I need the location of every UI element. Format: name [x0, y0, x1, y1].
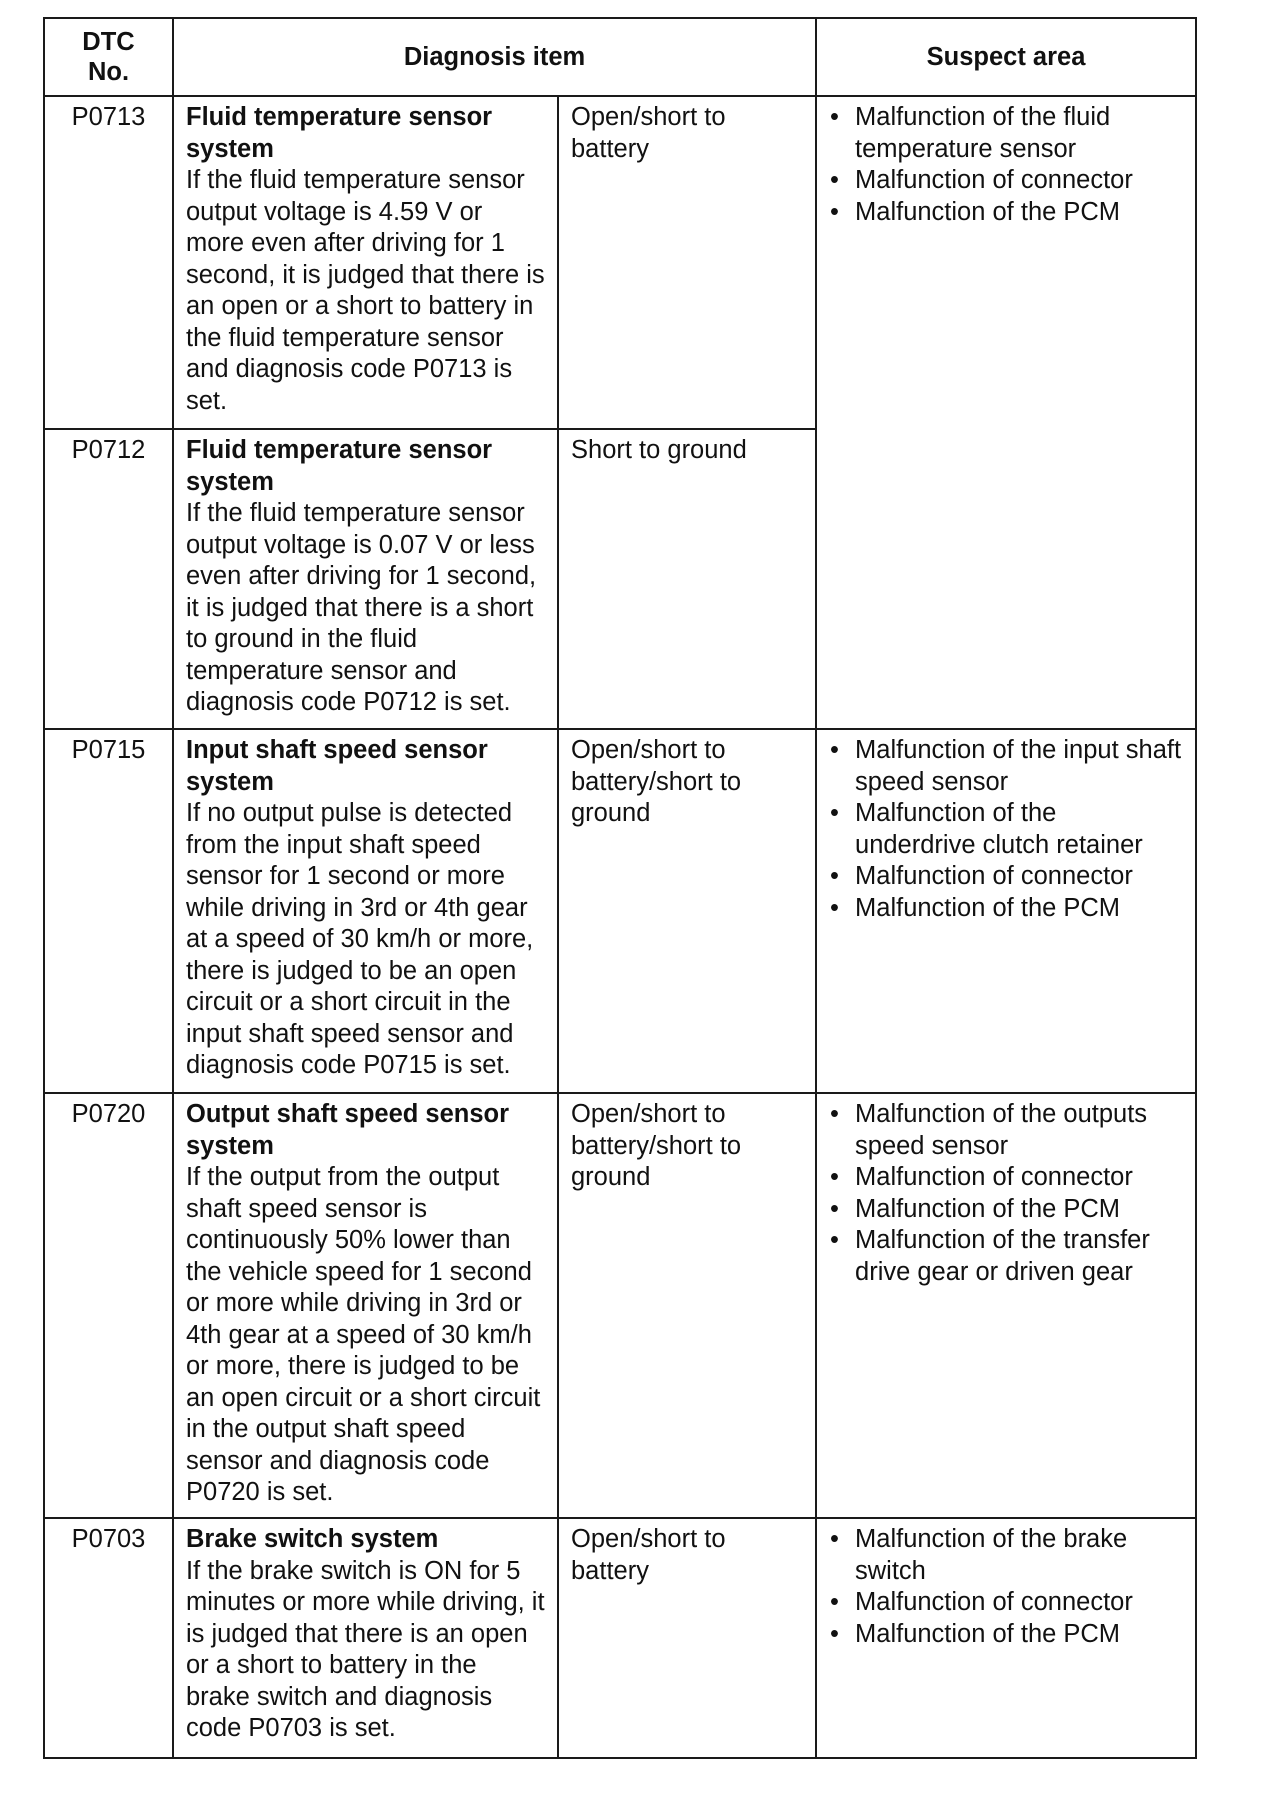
diagnosis-condition: Short to ground: [558, 429, 816, 729]
diagnosis-description-cell: [173, 96, 558, 429]
diagnosis-description-cell: [173, 429, 558, 729]
list-item: [830, 1587, 1183, 1619]
suspect-area-cell: [816, 729, 1196, 1093]
list-item: [830, 197, 1183, 229]
suspect-text: Malfunction of the PCM: [855, 197, 1121, 226]
list-item: [830, 1099, 1183, 1162]
list-item: [830, 735, 1183, 798]
table-row: [44, 1518, 1196, 1758]
list-item: [830, 798, 1183, 861]
suspect-text: Malfunction of the brake switch: [855, 1525, 1128, 1585]
suspect-list: [829, 1099, 1183, 1288]
suspect-text: Malfunction of the outputs speed sensor: [855, 1100, 1148, 1160]
bullet-icon: •: [830, 862, 839, 890]
bullet-icon: •: [830, 1525, 839, 1553]
diagnosis-text: If no output pulse is detected from the input shaft speed sensor for 1 second or more while driving in 3rd or 4th gear at a speed of 30 km/h or more, there is judged to be an open circuit or a short circuit in the input shaft speed sensor and diagnosis code P0715 is set.: [186, 799, 534, 1079]
dtc-code: P0713: [44, 96, 173, 429]
suspect-text: Malfunction of the PCM: [855, 1194, 1121, 1223]
list-item: [830, 102, 1183, 165]
suspect-text: Malfunction of connector: [855, 1588, 1133, 1616]
diagnosis-condition: Open/short to battery/short to ground: [558, 1093, 816, 1518]
bullet-icon: •: [830, 1100, 839, 1128]
bullet-icon: •: [830, 736, 839, 764]
table-row: [44, 1093, 1196, 1518]
dtc-code: P0715: [44, 729, 173, 1093]
bullet-icon: •: [830, 1588, 839, 1616]
suspect-area-cell: [816, 1518, 1196, 1758]
suspect-text: Malfunction of connector: [855, 1163, 1133, 1191]
list-item: [830, 165, 1183, 197]
suspect-text: Malfunction of the transfer drive gear or driven gear: [855, 1226, 1150, 1286]
suspect-area-cell: [816, 1093, 1196, 1518]
suspect-list: [829, 1524, 1183, 1650]
suspect-list: [829, 102, 1183, 228]
header-diagnosis-item-label: Diagnosis item: [403, 43, 586, 71]
diagnosis-condition: Open/short to battery: [558, 1518, 816, 1758]
list-item: [830, 1225, 1183, 1288]
header-row: [44, 18, 1196, 96]
diagnosis-title: Input shaft speed sensor system: [186, 736, 488, 796]
suspect-text: Malfunction of the input shaft speed sensor: [855, 736, 1182, 796]
diagnosis-title: Output shaft speed sensor system: [186, 1100, 510, 1160]
list-item: [830, 861, 1183, 893]
table-row: [44, 729, 1196, 1093]
table-row: [44, 96, 1196, 429]
diagnosis-description-cell: [173, 729, 558, 1093]
bullet-icon: •: [830, 1163, 839, 1191]
diagnosis-condition: Open/short to battery: [558, 96, 816, 429]
diagnosis-description-cell: [173, 1518, 558, 1758]
suspect-text: Malfunction of connector: [855, 862, 1133, 890]
bullet-icon: •: [830, 1194, 839, 1223]
header-suspect-area: [816, 18, 1196, 96]
dtc-code: P0703: [44, 1518, 173, 1758]
suspect-text: Malfunction of the PCM: [855, 893, 1121, 922]
suspect-text: Malfunction of the fluid temperature sensor: [855, 103, 1111, 163]
suspect-text: Malfunction of connector: [855, 166, 1133, 194]
header-diagnosis-item: [173, 18, 816, 96]
diagnosis-text: If the brake switch is ON for 5 minutes or more while driving, it is judged that there is an open or a short to battery in the brake switch and diagnosis code P0703 is set.: [186, 1556, 545, 1742]
diagnosis-text: If the fluid temperature sensor output voltage is 0.07 V or less even after driving for 1 second, it is judged that there is a short to ground in the fluid temperature sensor and diagnosis code P0712 is set.: [186, 499, 537, 716]
list-item: [830, 1162, 1183, 1194]
list-item: [830, 1619, 1183, 1651]
header-dtc-no-label: DTC No.: [82, 28, 135, 86]
diagnosis-text: If the output from the output shaft speed sensor is continuously 50% lower than the vehicle speed for 1 second or more while driving in 3rd or 4th gear at a speed of 30 km/h or more, there is judged to be an open circuit or a short circuit in the output shaft speed sensor and diagnosis code P0720 is set.: [186, 1163, 541, 1506]
diagnosis-text: If the fluid temperature sensor output voltage is 4.59 V or more even after driving for 1 second, it is judged that there is an open or a short to battery in the fluid temperature sensor and diagnosis code P0713 is set.: [186, 166, 545, 415]
dtc-code: P0720: [44, 1093, 173, 1518]
list-item: [830, 1194, 1183, 1226]
diagnosis-condition: Open/short to battery/short to ground: [558, 729, 816, 1093]
suspect-text: Malfunction of the PCM: [855, 1619, 1121, 1648]
header-dtc-no: [44, 18, 173, 96]
bullet-icon: •: [830, 197, 839, 226]
dtc-code: P0712: [44, 429, 173, 729]
diagnosis-title: Brake switch system: [186, 1525, 439, 1553]
bullet-icon: •: [830, 1226, 839, 1254]
header-suspect-area-label: Suspect area: [926, 43, 1086, 71]
bullet-icon: •: [830, 103, 839, 131]
list-item: [830, 893, 1183, 925]
bullet-icon: •: [830, 893, 839, 922]
list-item: [830, 1524, 1183, 1587]
diagnosis-title: Fluid temperature sensor system: [186, 436, 493, 496]
diagnosis-title: Fluid temperature sensor system: [186, 103, 493, 163]
suspect-text: Malfunction of the underdrive clutch retainer: [855, 799, 1143, 859]
bullet-icon: •: [830, 1619, 839, 1648]
bullet-icon: •: [830, 166, 839, 194]
suspect-area-cell: [816, 96, 1196, 729]
dtc-table: [43, 17, 1197, 1759]
bullet-icon: •: [830, 799, 839, 827]
diagnosis-description-cell: [173, 1093, 558, 1518]
suspect-list: [829, 735, 1183, 924]
